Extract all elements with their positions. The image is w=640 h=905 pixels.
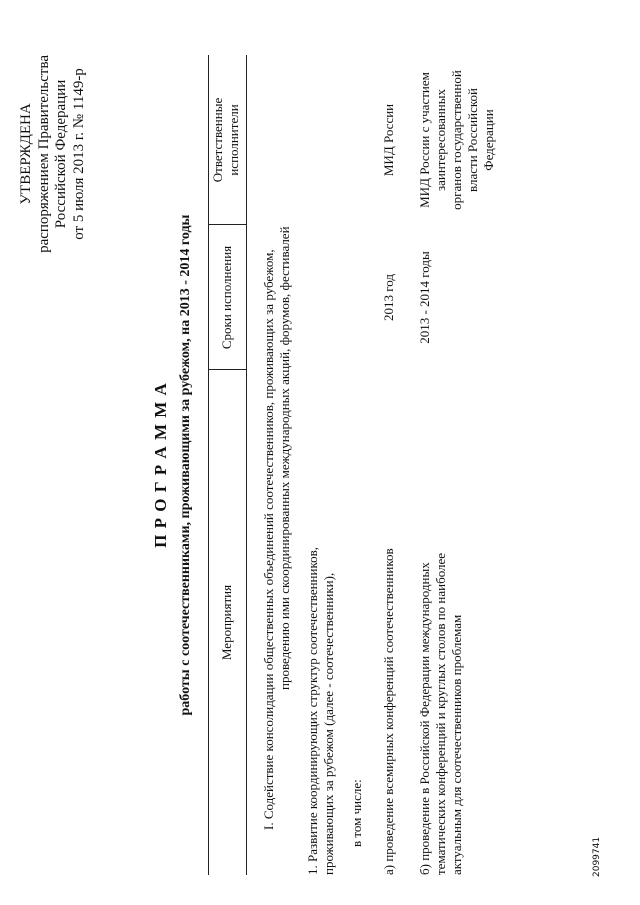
header-executors-line2: исполнители: [226, 104, 241, 176]
item-1-line-1: 1. Развитие координирующих структур соотечественников,: [305, 546, 320, 875]
item-b-line-2: тематических конференций и круглых столов по наиболее: [433, 552, 448, 875]
item-b-line-3: актуальным для соотечественников проблемам: [449, 614, 464, 875]
item-1-line-2: проживающих за рубежом (далее - соотечественники),: [321, 572, 336, 875]
approval-block: [18, 55, 89, 253]
item-b-executor-line-1: МИД России с участием: [417, 72, 432, 208]
document-title: П Р О Г Р А М М А: [151, 382, 170, 548]
approval-line-2: распоряжением Правительства: [35, 55, 52, 253]
approval-heading: УТВЕРЖДЕНА: [18, 103, 34, 205]
item-a-executor: МИД России: [381, 103, 396, 177]
item-1-line-3: в том числе:: [349, 779, 364, 847]
item-b-executor-line-4: власти Российской: [465, 88, 480, 192]
item-a-text: а) проведение всемирных конференций соотечественников: [381, 548, 396, 875]
approval-line-4: от 5 июля 2013 г. № 1149-р: [71, 68, 88, 240]
item-a-term: 2013 год: [381, 274, 396, 321]
item-b-executor-line-5: Федерации: [481, 109, 496, 171]
item-b-executor-line-2: заинтересованных: [433, 88, 448, 192]
header-executors-line1: Ответственные: [210, 97, 225, 183]
section-1-line-1: I. Содействие консолидации общественных объединений соотечественников, проживающих за рубежом,: [261, 249, 276, 830]
item-b-term: 2013 - 2014 годы: [417, 251, 432, 344]
document-subtitle: работы с соотечественниками, проживающими за рубежом, на 2013 - 2014 годы: [178, 214, 193, 716]
document-page: [10, 35, 630, 875]
table-header-bottom-rule: [246, 55, 247, 875]
table-top-rule: [208, 55, 209, 875]
approval-line-3: Российской Федерации: [53, 79, 70, 229]
document-number: 2099741: [592, 836, 602, 877]
item-b-line-1: б) проведение в Российской Федерации международных: [417, 562, 432, 875]
section-1-line-2: проведению ими скоординированных международных акций, форумов, фестивалей: [277, 226, 292, 690]
item-b-executor-line-3: органов государственной: [449, 70, 464, 210]
header-measures: Мероприятия: [219, 584, 234, 661]
header-deadlines: Сроки исполнения: [219, 245, 234, 350]
